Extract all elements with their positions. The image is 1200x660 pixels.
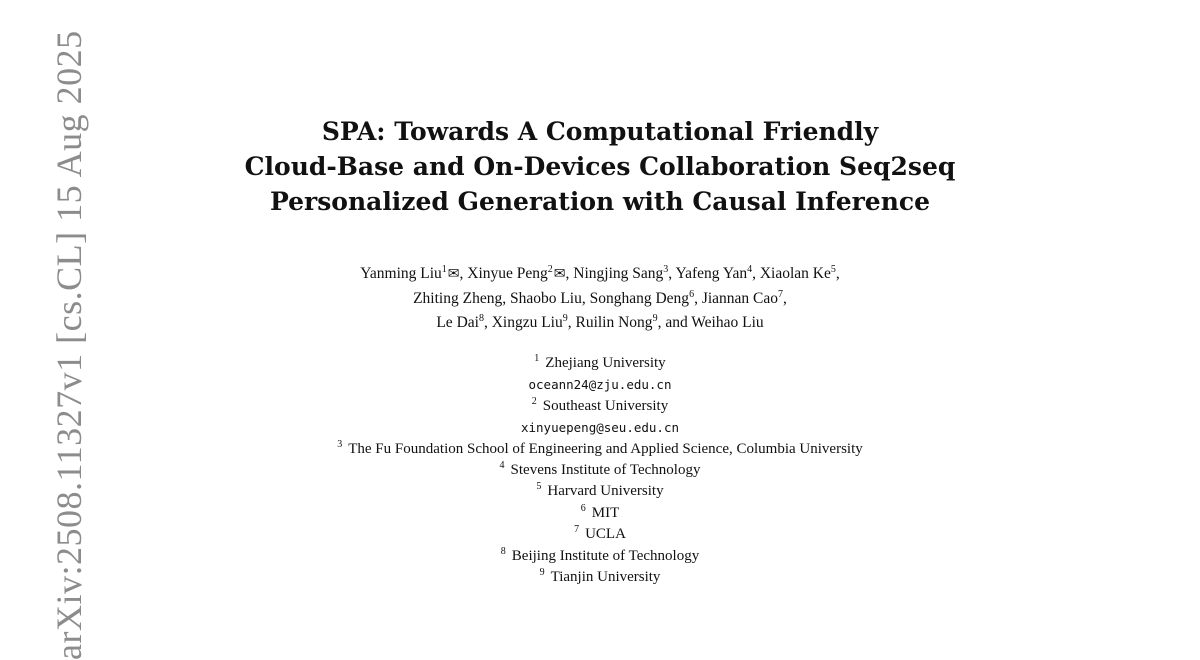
author-name: , Yafeng Yan <box>668 265 748 282</box>
affiliation-name: The Fu Foundation School of Engineering and Applied Science, Columbia University <box>348 440 863 457</box>
affiliation-number: 8 <box>500 545 506 557</box>
affiliation-item <box>0 396 1200 417</box>
affiliation-number: 4 <box>499 460 505 472</box>
author-line-1 <box>0 262 1200 287</box>
affiliation-marker: 1 <box>441 264 447 275</box>
affiliation-name: Harvard University <box>547 483 664 500</box>
author-line-3 <box>0 311 1200 335</box>
author-name: , Jiannan Cao <box>694 290 779 307</box>
affiliation-number: 3 <box>337 438 343 450</box>
affiliation-number: 9 <box>539 567 545 579</box>
affiliation-marker: 3 <box>663 264 669 275</box>
author-list <box>0 262 1200 335</box>
affiliation-marker: 4 <box>747 264 753 275</box>
affiliation-number: 6 <box>580 502 586 514</box>
author-separator: , <box>835 265 840 282</box>
affiliation-marker: 7 <box>778 289 784 300</box>
affiliation-name: Tianjin University <box>550 569 661 586</box>
author-name: , Ningjing Sang <box>565 265 664 282</box>
affiliation-name: MIT <box>591 504 620 521</box>
affiliation-item <box>0 524 1200 545</box>
affiliation-item <box>0 546 1200 567</box>
affiliation-item <box>0 503 1200 524</box>
affiliation-marker: 8 <box>478 313 484 324</box>
author-name: Yanming Liu <box>360 265 442 282</box>
affiliation-item <box>0 439 1200 460</box>
email-address: xinyuepeng@seu.edu.cn <box>520 420 680 436</box>
affiliation-item <box>0 567 1200 588</box>
paper-title <box>0 114 1200 219</box>
author-line-2 <box>0 287 1200 311</box>
title-line: SPA: Towards A Computational Friendly <box>321 117 879 146</box>
author-name: , Xinyue Peng <box>459 265 548 282</box>
author-name: , and Weihao Liu <box>657 314 764 331</box>
affiliation-item <box>0 481 1200 502</box>
affiliation-name: Beijing Institute of Technology <box>511 547 700 564</box>
author-name: Zhiting Zheng, Shaobo Liu, Songhang Deng <box>413 290 690 307</box>
arxiv-side-stamp: arXiv:2508.11327v1 [cs.CL] 15 Aug 2025 <box>49 30 89 660</box>
affiliation-name: Southeast University <box>542 397 669 414</box>
affiliation-number: 1 <box>534 353 540 364</box>
affiliation-number: 2 <box>531 395 537 407</box>
author-name: , Ruilin Nong <box>567 314 653 331</box>
title-line: Cloud-Base and On-Devices Collaboration Seq2seq <box>244 152 956 181</box>
affiliation-marker: 5 <box>830 264 836 275</box>
affiliation-item <box>0 353 1200 374</box>
author-separator: , <box>783 290 787 307</box>
envelope-icon: ✉ <box>553 267 566 282</box>
envelope-icon: ✉ <box>447 267 460 282</box>
author-name: , Xiaolan Ke <box>752 265 831 282</box>
email-address: oceann24@zju.edu.cn <box>528 377 672 393</box>
affiliation-item <box>0 460 1200 481</box>
affiliation-marker: 6 <box>689 289 695 300</box>
affiliation-name: Zhejiang University <box>545 355 666 371</box>
title-line: Personalized Generation with Causal Inference <box>269 187 931 216</box>
affiliation-list <box>0 353 1200 588</box>
affiliation-marker: 9 <box>562 313 568 324</box>
affiliation-number: 5 <box>536 481 542 493</box>
author-name: , Xingzu Liu <box>483 314 563 331</box>
affiliation-name: UCLA <box>585 526 626 543</box>
author-name: Le Dai <box>436 314 479 331</box>
affiliation-name: Stevens Institute of Technology <box>510 462 701 479</box>
affiliation-number: 7 <box>574 524 580 536</box>
affiliation-marker: 9 <box>652 313 658 324</box>
affiliation-marker: 2 <box>547 264 553 275</box>
